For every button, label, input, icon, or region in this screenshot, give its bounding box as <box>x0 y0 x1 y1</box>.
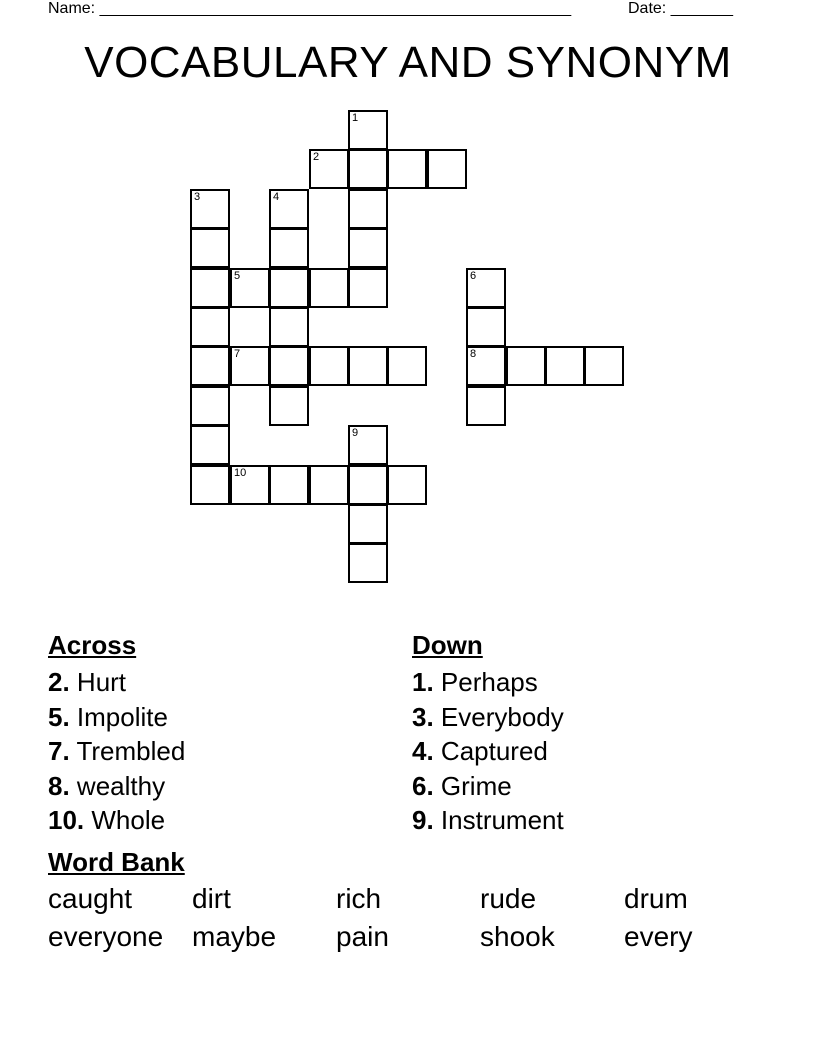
crossword-cell[interactable] <box>309 268 349 308</box>
word-bank-word: drum <box>624 883 688 914</box>
crossword-cell[interactable] <box>466 307 506 347</box>
crossword-cell[interactable] <box>427 149 467 189</box>
clue-number: 6. <box>412 770 434 801</box>
clue-number: 9 <box>352 427 359 439</box>
crossword-cell[interactable] <box>584 346 624 386</box>
clue-text: Impolite <box>69 701 168 732</box>
across-clue <box>48 734 185 769</box>
clue-number: 3. <box>412 701 434 732</box>
clue-number: 10. <box>48 805 85 835</box>
clue-number: 7. <box>48 736 70 766</box>
crossword-cell[interactable] <box>269 228 309 268</box>
crossword-cell[interactable] <box>348 543 388 583</box>
across-heading: Across <box>48 630 137 660</box>
word-bank-word: pain <box>336 921 389 952</box>
crossword-cell[interactable] <box>348 504 388 544</box>
crossword-cell[interactable] <box>190 425 230 465</box>
across-clue <box>48 769 185 804</box>
crossword-cell[interactable] <box>190 386 230 426</box>
word-bank-word: rude <box>480 883 537 914</box>
clue-text: Instrument <box>433 805 564 835</box>
clue-text: Everybody <box>433 701 564 732</box>
down-clue <box>412 734 564 769</box>
clue-text: wealthy <box>69 770 166 801</box>
clue-number: 5. <box>48 701 70 732</box>
crossword-cell[interactable] <box>387 346 427 386</box>
crossword-cell[interactable] <box>348 346 388 386</box>
word-bank-word: caught <box>48 883 133 914</box>
clue-number: 2. <box>48 667 70 697</box>
crossword-cell[interactable] <box>269 465 309 505</box>
crossword-cell[interactable] <box>466 346 506 386</box>
crossword-cell[interactable] <box>309 149 349 189</box>
crossword-cell[interactable] <box>387 149 427 189</box>
crossword-cell[interactable] <box>348 149 388 189</box>
down-clue <box>412 700 564 735</box>
crossword-cell[interactable] <box>269 307 309 347</box>
crossword-cell[interactable] <box>230 268 270 308</box>
crossword-cell[interactable] <box>190 346 230 386</box>
crossword-cell[interactable] <box>348 268 388 308</box>
clue-number: 1. <box>412 667 434 697</box>
crossword-cell[interactable] <box>269 268 309 308</box>
word-bank-word: maybe <box>192 921 277 952</box>
crossword-cell[interactable] <box>348 465 388 505</box>
crossword-cell[interactable] <box>190 307 230 347</box>
across-clue-list <box>48 665 185 838</box>
crossword-cell[interactable] <box>190 465 230 505</box>
down-clue <box>412 665 564 700</box>
word-bank-word: every <box>624 921 693 952</box>
crossword-cell[interactable] <box>348 189 388 229</box>
crossword-cell[interactable] <box>348 228 388 268</box>
crossword-cell[interactable] <box>230 465 270 505</box>
crossword-cell[interactable] <box>309 465 349 505</box>
date-field-label: Date: _______ <box>628 0 733 17</box>
crossword-cell[interactable] <box>545 346 585 386</box>
clue-number: 3 <box>194 191 201 203</box>
crossword-cell[interactable] <box>190 268 230 308</box>
crossword-cell[interactable] <box>230 346 270 386</box>
clue-number: 2 <box>313 151 320 163</box>
clue-number: 8. <box>48 770 70 801</box>
crossword-cell[interactable] <box>190 228 230 268</box>
word-bank-heading: Word Bank <box>48 847 185 877</box>
crossword-cell[interactable] <box>348 110 388 150</box>
crossword-cell[interactable] <box>269 386 309 426</box>
page-title: VOCABULARY AND SYNONYM <box>84 38 732 87</box>
clue-text: Trembled <box>69 736 186 766</box>
clue-text: Grime <box>433 770 512 801</box>
clue-number: 5 <box>234 270 241 282</box>
word-bank-word: rich <box>336 883 382 914</box>
across-clue <box>48 803 185 838</box>
across-clue <box>48 700 185 735</box>
crossword-cell[interactable] <box>309 346 349 386</box>
clue-text: Whole <box>84 805 166 835</box>
clue-number: 4 <box>273 191 280 203</box>
down-heading: Down <box>412 630 483 660</box>
crossword-cell[interactable] <box>269 346 309 386</box>
word-bank-word: dirt <box>192 883 231 914</box>
crossword-cell[interactable] <box>348 425 388 465</box>
crossword-cell[interactable] <box>466 386 506 426</box>
clue-text: Hurt <box>69 667 127 697</box>
name-field-label: Name: _____________________________________________________ <box>48 0 572 17</box>
clue-text: Captured <box>433 736 548 766</box>
clue-number: 4. <box>412 736 434 766</box>
across-clue <box>48 665 185 700</box>
word-bank-word: everyone <box>48 921 164 952</box>
clue-number: 1 <box>352 112 359 124</box>
clue-number: 8 <box>470 348 477 360</box>
crossword-cell[interactable] <box>466 268 506 308</box>
down-clue-list <box>412 665 564 838</box>
crossword-cell[interactable] <box>387 465 427 505</box>
clue-number: 6 <box>470 270 477 282</box>
clue-number: 9. <box>412 805 434 835</box>
crossword-cell[interactable] <box>190 189 230 229</box>
word-bank-word: shook <box>480 921 555 952</box>
clue-number: 10 <box>234 467 247 479</box>
down-clue <box>412 803 564 838</box>
down-clue <box>412 769 564 804</box>
clue-text: Perhaps <box>433 667 538 697</box>
crossword-cell[interactable] <box>506 346 546 386</box>
crossword-cell[interactable] <box>269 189 309 229</box>
clue-number: 7 <box>234 348 241 360</box>
